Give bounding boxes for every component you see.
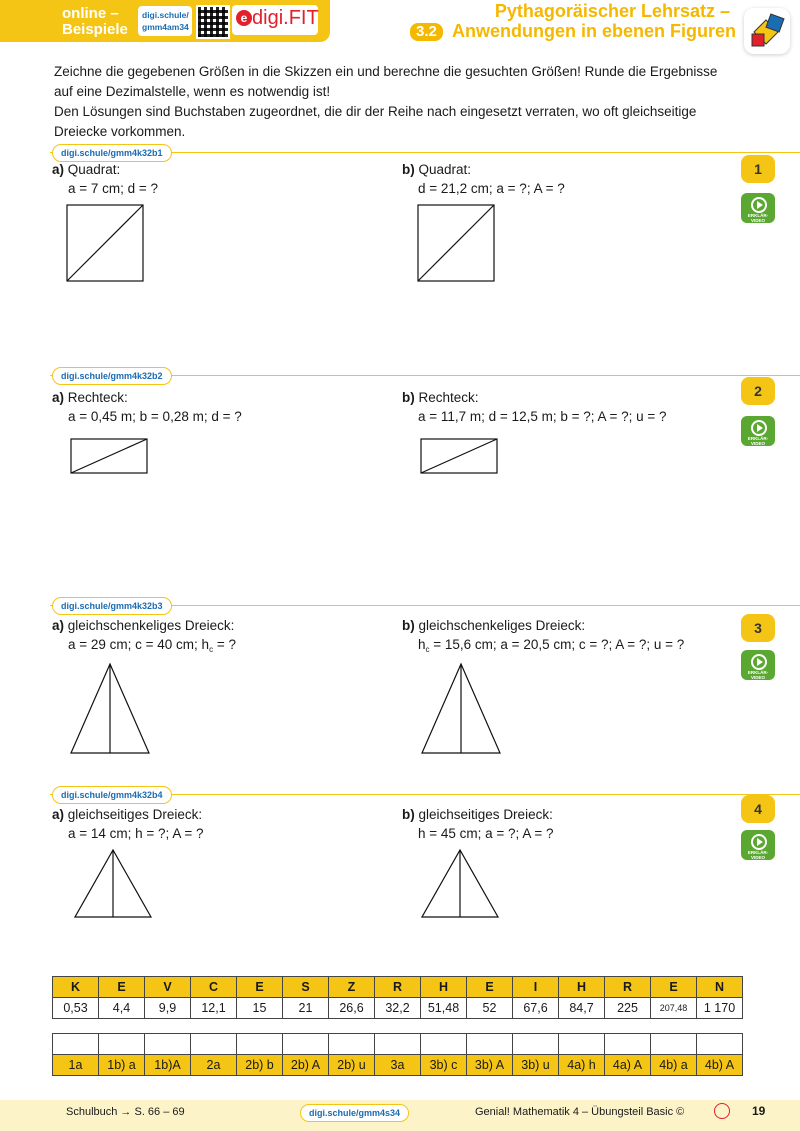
task-label: a) (52, 390, 65, 405)
task-label: a) (52, 807, 65, 822)
value-cell: 1 170 (697, 998, 743, 1019)
value-cell: 207,48 (651, 998, 697, 1019)
code-line2: gmm4am34 (142, 22, 189, 32)
code-line1: digi.schule/ (142, 10, 189, 20)
letter-cell: E (99, 977, 145, 998)
play-icon (751, 654, 767, 670)
value-cell: 4,4 (99, 998, 145, 1019)
value-cell: 52 (467, 998, 513, 1019)
value-cell: 15 (237, 998, 283, 1019)
chapter-title-line2: Anwendungen in ebenen Figuren (452, 21, 737, 41)
rectangle-sketch-2a (70, 438, 150, 476)
task-1b-title (402, 162, 471, 177)
isosceles-triangle-sketch-3b (421, 662, 503, 756)
task-4b-title (402, 807, 553, 822)
letter-cell: N (697, 977, 743, 998)
video-label: ERKLÄR-VIDEO (747, 213, 769, 223)
intro-line3: Den Lösungen sind Buchstaben zugeordnet, die dir der Reihe nach eingesetzt verraten, wo oft gleichseitige (54, 104, 697, 119)
task-cell: 1b) a (99, 1055, 145, 1076)
task-label: a) (52, 618, 65, 633)
answer-blank-cell (513, 1034, 559, 1055)
value-cell: 26,6 (329, 998, 375, 1019)
answer-blank-cell (467, 1034, 513, 1055)
digifit-label: digi.FIT (252, 7, 319, 29)
exercise-number: 1 (741, 155, 775, 183)
task-cell: 3b) A (467, 1055, 513, 1076)
task-2b-title (402, 390, 479, 405)
isosceles-triangle-sketch-3a (70, 662, 152, 756)
task-3b-given (418, 637, 684, 654)
rectangle-sketch-2b (420, 438, 500, 476)
given-text: = 15,6 cm; a = 20,5 cm; c = ?; A = ?; u = ? (429, 637, 685, 652)
task-cell: 1b)A (145, 1055, 191, 1076)
value-cell: 67,6 (513, 998, 559, 1019)
header-link-code[interactable] (138, 6, 192, 36)
value-cell: 225 (605, 998, 651, 1019)
task-2b-given: a = 11,7 m; d = 12,5 m; b = ?; A = ?; u = ? (418, 409, 667, 424)
video-label: ERKLÄR-VIDEO (747, 850, 769, 860)
footer-book-title: Genial! Mathematik 4 – Übungsteil Basic © (475, 1106, 685, 1118)
value-cell: 9,9 (145, 998, 191, 1019)
online-examples-label[interactable] (62, 6, 128, 38)
letter-cell: E (237, 977, 283, 998)
square-sketch-1b (417, 204, 497, 284)
video-label: ERKLÄR-VIDEO (747, 670, 769, 680)
explain-video-button[interactable] (741, 650, 775, 680)
footer-textbook-ref: Schulbuch → S. 66 – 69 (66, 1106, 185, 1118)
task-title-text: gleichseitiges Dreieck: (418, 807, 553, 822)
value-cell: 12,1 (191, 998, 237, 1019)
answer-blank-cell (697, 1034, 743, 1055)
exercise-link-code[interactable]: digi.schule/gmm4k32b1 (52, 144, 172, 162)
task-cell: 4b) A (697, 1055, 743, 1076)
exercise-link-code[interactable]: digi.schule/gmm4k32b2 (52, 367, 172, 385)
chapter-title-line1: Pythagoräischer Lehrsatz – (494, 1, 730, 21)
answer-blank-cell (421, 1034, 467, 1055)
task-2a-given: a = 0,45 m; b = 0,28 m; d = ? (68, 409, 242, 424)
task-label: b) (402, 390, 415, 405)
equilateral-triangle-sketch-4b (421, 848, 501, 920)
pythagoras-logo-icon (744, 8, 790, 54)
letter-cell: C (191, 977, 237, 998)
digifit-e-icon: e (236, 10, 252, 26)
task-1a-title (52, 162, 120, 177)
online-line1: online – (62, 5, 119, 22)
subscript: c (209, 645, 214, 654)
intro-line4: Dreiecke vorkommen. (54, 124, 186, 139)
answer-blank-cell (605, 1034, 651, 1055)
task-cell: 4b) a (651, 1055, 697, 1076)
answer-blank-cell (53, 1034, 99, 1055)
letter-cell: E (651, 977, 697, 998)
section-number: 3.2 (410, 23, 443, 41)
given-text: a = 29 cm; c = 40 cm; h (68, 637, 210, 652)
page-number: 19 (752, 1104, 766, 1118)
answer-blank-cell (99, 1034, 145, 1055)
answer-blank-cell (559, 1034, 605, 1055)
explain-video-button[interactable] (741, 830, 775, 860)
letters-row (53, 977, 743, 998)
task-cell: 3b) c (421, 1055, 467, 1076)
task-title-text: gleichseitiges Dreieck: (67, 807, 203, 822)
explain-video-button[interactable] (741, 193, 775, 223)
subscript: c (425, 645, 430, 654)
values-row (53, 998, 743, 1019)
answer-blank-cell (237, 1034, 283, 1055)
letter-cell: R (605, 977, 651, 998)
task-3b-title (402, 618, 585, 633)
letter-cell: K (53, 977, 99, 998)
answer-blank-cell (651, 1034, 697, 1055)
letter-cell: E (467, 977, 513, 998)
letter-cell: R (375, 977, 421, 998)
task-title-text: Quadrat: (418, 162, 472, 177)
given-text: = ? (213, 637, 236, 652)
play-icon (751, 834, 767, 850)
task-cell: 4a) h (559, 1055, 605, 1076)
exercise-link-code[interactable]: digi.schule/gmm4k32b3 (52, 597, 172, 615)
answer-blank-cell (375, 1034, 421, 1055)
intro-line1: Zeichne die gegebenen Größen in die Skizzen ein und berechne die gesuchten Größen! Runde die Ergebnisse (54, 64, 718, 79)
online-line2: Beispiele (62, 21, 128, 38)
value-cell: 51,48 (421, 998, 467, 1019)
task-cell: 2b) A (283, 1055, 329, 1076)
equilateral-triangle-sketch-4a (74, 848, 154, 920)
exercise-number: 3 (741, 614, 775, 642)
task-title-text: gleichschenkeliges Dreieck: (418, 618, 586, 633)
intro-line2: auf eine Dezimalstelle, wenn es notwendig ist! (54, 84, 331, 99)
task-1b-given: d = 21,2 cm; a = ?; A = ? (418, 181, 565, 196)
footer-link-code[interactable]: digi.schule/gmm4s34 (300, 1104, 409, 1122)
task-title-text: gleichschenkeliges Dreieck: (67, 618, 235, 633)
play-icon (751, 197, 767, 213)
letter-cell: Z (329, 977, 375, 998)
answer-blank-row (53, 1034, 743, 1055)
answer-blank-cell (145, 1034, 191, 1055)
answer-blank-cell (329, 1034, 375, 1055)
exercise-number: 4 (741, 795, 775, 823)
exercise-link-code[interactable]: digi.schule/gmm4k32b4 (52, 786, 172, 804)
letter-cell: H (559, 977, 605, 998)
letter-cell: I (513, 977, 559, 998)
task-cell: 2a (191, 1055, 237, 1076)
square-sketch-1a (66, 204, 146, 284)
task-3a-title (52, 618, 234, 633)
task-title-text: Rechteck: (67, 390, 128, 405)
task-cell: 3b) u (513, 1055, 559, 1076)
play-icon (751, 420, 767, 436)
task-2a-title (52, 390, 128, 405)
explain-video-button[interactable] (741, 416, 775, 446)
task-4b-given: h = 45 cm; a = ?; A = ? (418, 826, 554, 841)
task-cell: 2b) b (237, 1055, 283, 1076)
instructions (54, 62, 734, 142)
task-label: b) (402, 618, 415, 633)
answer-blank-cell (191, 1034, 237, 1055)
value-cell: 21 (283, 998, 329, 1019)
task-cell: 2b) u (329, 1055, 375, 1076)
exercise-number: 2 (741, 377, 775, 405)
task-1a-given: a = 7 cm; d = ? (68, 181, 159, 196)
task-label: a) (52, 162, 65, 177)
solution-table (52, 976, 743, 1019)
task-label: b) (402, 162, 415, 177)
task-4a-given: a = 14 cm; h = ?; A = ? (68, 826, 204, 841)
task-4a-title (52, 807, 202, 822)
given-text: h (418, 637, 426, 652)
task-label: b) (402, 807, 415, 822)
publisher-logo-icon (714, 1103, 730, 1119)
qr-code-icon[interactable] (196, 5, 230, 39)
answer-blank-cell (283, 1034, 329, 1055)
answer-table (52, 1033, 743, 1076)
task-cell: 4a) A (605, 1055, 651, 1076)
letter-cell: H (421, 977, 467, 998)
value-cell: 32,2 (375, 998, 421, 1019)
letter-cell: S (283, 977, 329, 998)
task-title-text: Quadrat: (67, 162, 121, 177)
task-title-text: Rechteck: (418, 390, 479, 405)
tasks-row (53, 1055, 743, 1076)
letter-cell: V (145, 977, 191, 998)
task-cell: 1a (53, 1055, 99, 1076)
task-3a-given (68, 637, 236, 654)
video-label: ERKLÄR-VIDEO (747, 436, 769, 446)
value-cell: 0,53 (53, 998, 99, 1019)
value-cell: 84,7 (559, 998, 605, 1019)
task-cell: 3a (375, 1055, 421, 1076)
